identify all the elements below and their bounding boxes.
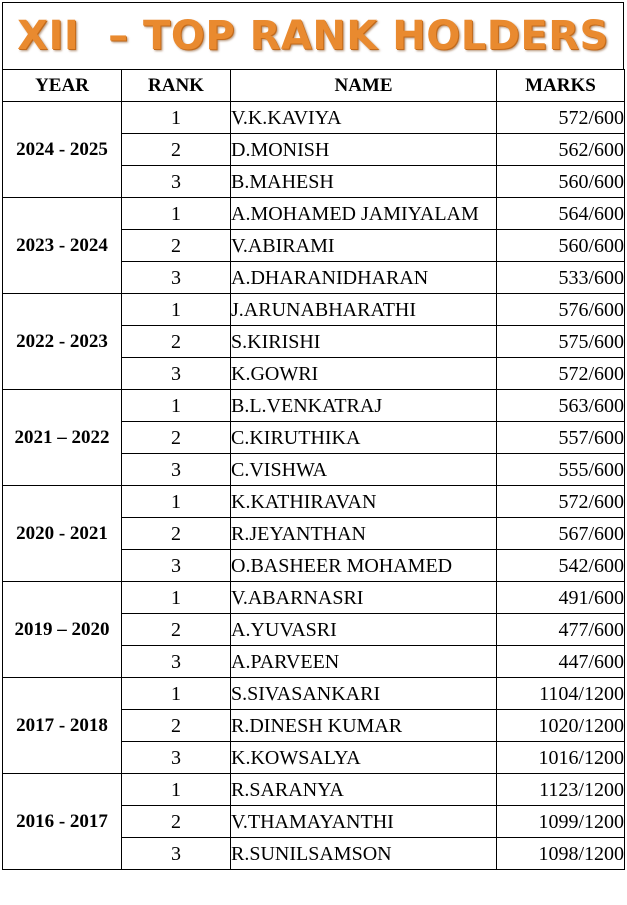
rank-holders-sheet	[2, 2, 624, 870]
rank-cell: 2	[122, 230, 231, 262]
name-cell: V.ABIRAMI	[231, 230, 497, 262]
name-cell: K.GOWRI	[231, 358, 497, 390]
name-cell: B.MAHESH	[231, 166, 497, 198]
rank-cell: 1	[122, 582, 231, 614]
marks-cell: 1016/1200	[497, 742, 625, 774]
marks-cell: 533/600	[497, 262, 625, 294]
rank-cell: 3	[122, 358, 231, 390]
name-cell: J.ARUNABHARATHI	[231, 294, 497, 326]
marks-cell: 563/600	[497, 390, 625, 422]
table-row	[3, 582, 625, 614]
year-cell: 2019 – 2020	[3, 582, 122, 678]
marks-cell: 572/600	[497, 358, 625, 390]
rank-cell: 1	[122, 486, 231, 518]
year-cell: 2020 - 2021	[3, 486, 122, 582]
rank-cell: 3	[122, 262, 231, 294]
marks-cell: 562/600	[497, 134, 625, 166]
column-header-name: NAME	[231, 70, 497, 102]
rank-cell: 1	[122, 774, 231, 806]
table-row	[3, 102, 625, 134]
rank-cell: 1	[122, 390, 231, 422]
rank-cell: 2	[122, 806, 231, 838]
rank-cell: 2	[122, 710, 231, 742]
name-cell: R.DINESH KUMAR	[231, 710, 497, 742]
name-cell: V.K.KAVIYA	[231, 102, 497, 134]
name-cell: R.JEYANTHAN	[231, 518, 497, 550]
name-cell: R.SUNILSAMSON	[231, 838, 497, 870]
rank-cell: 3	[122, 838, 231, 870]
rank-cell: 1	[122, 102, 231, 134]
table-header-row	[3, 70, 625, 102]
name-cell: S.KIRISHI	[231, 326, 497, 358]
rank-cell: 1	[122, 198, 231, 230]
name-cell: V.ABARNASRI	[231, 582, 497, 614]
column-header-rank: RANK	[122, 70, 231, 102]
name-cell: C.VISHWA	[231, 454, 497, 486]
year-cell: 2021 – 2022	[3, 390, 122, 486]
marks-cell: 572/600	[497, 102, 625, 134]
year-cell: 2017 - 2018	[3, 678, 122, 774]
marks-cell: 1104/1200	[497, 678, 625, 710]
rank-cell: 2	[122, 134, 231, 166]
name-cell: V.THAMAYANTHI	[231, 806, 497, 838]
marks-cell: 572/600	[497, 486, 625, 518]
table-row	[3, 486, 625, 518]
marks-cell: 564/600	[497, 198, 625, 230]
table-body	[3, 102, 625, 870]
marks-cell: 560/600	[497, 230, 625, 262]
rank-cell: 3	[122, 742, 231, 774]
rank-cell: 3	[122, 646, 231, 678]
rank-cell: 3	[122, 550, 231, 582]
name-cell: R.SARANYA	[231, 774, 497, 806]
year-cell: 2016 - 2017	[3, 774, 122, 870]
title-banner	[2, 2, 624, 69]
rank-cell: 3	[122, 454, 231, 486]
marks-cell: 557/600	[497, 422, 625, 454]
marks-cell: 555/600	[497, 454, 625, 486]
name-cell: A.PARVEEN	[231, 646, 497, 678]
year-cell: 2024 - 2025	[3, 102, 122, 198]
name-cell: K.KOWSALYA	[231, 742, 497, 774]
page-title: XII – TOP RANK HOLDERS	[17, 13, 609, 59]
marks-cell: 1123/1200	[497, 774, 625, 806]
column-header-year: YEAR	[3, 70, 122, 102]
table-row	[3, 390, 625, 422]
table-row	[3, 294, 625, 326]
name-cell: K.KATHIRAVAN	[231, 486, 497, 518]
marks-cell: 560/600	[497, 166, 625, 198]
marks-cell: 575/600	[497, 326, 625, 358]
marks-cell: 1098/1200	[497, 838, 625, 870]
name-cell: A.YUVASRI	[231, 614, 497, 646]
marks-cell: 491/600	[497, 582, 625, 614]
rank-cell: 3	[122, 166, 231, 198]
name-cell: S.SIVASANKARI	[231, 678, 497, 710]
name-cell: A.MOHAMED JAMIYALAM	[231, 198, 497, 230]
table-row	[3, 678, 625, 710]
rank-cell: 2	[122, 614, 231, 646]
name-cell: C.KIRUTHIKA	[231, 422, 497, 454]
name-cell: O.BASHEER MOHAMED	[231, 550, 497, 582]
marks-cell: 1099/1200	[497, 806, 625, 838]
rank-cell: 2	[122, 422, 231, 454]
marks-cell: 477/600	[497, 614, 625, 646]
column-header-marks: MARKS	[497, 70, 625, 102]
rank-cell: 1	[122, 678, 231, 710]
name-cell: A.DHARANIDHARAN	[231, 262, 497, 294]
rank-cell: 2	[122, 326, 231, 358]
rank-cell: 2	[122, 518, 231, 550]
marks-cell: 447/600	[497, 646, 625, 678]
name-cell: B.L.VENKATRAJ	[231, 390, 497, 422]
year-cell: 2023 - 2024	[3, 198, 122, 294]
rank-holders-table	[2, 69, 625, 870]
table-row	[3, 774, 625, 806]
table-row	[3, 198, 625, 230]
name-cell: D.MONISH	[231, 134, 497, 166]
marks-cell: 576/600	[497, 294, 625, 326]
marks-cell: 1020/1200	[497, 710, 625, 742]
year-cell: 2022 - 2023	[3, 294, 122, 390]
rank-cell: 1	[122, 294, 231, 326]
marks-cell: 542/600	[497, 550, 625, 582]
marks-cell: 567/600	[497, 518, 625, 550]
